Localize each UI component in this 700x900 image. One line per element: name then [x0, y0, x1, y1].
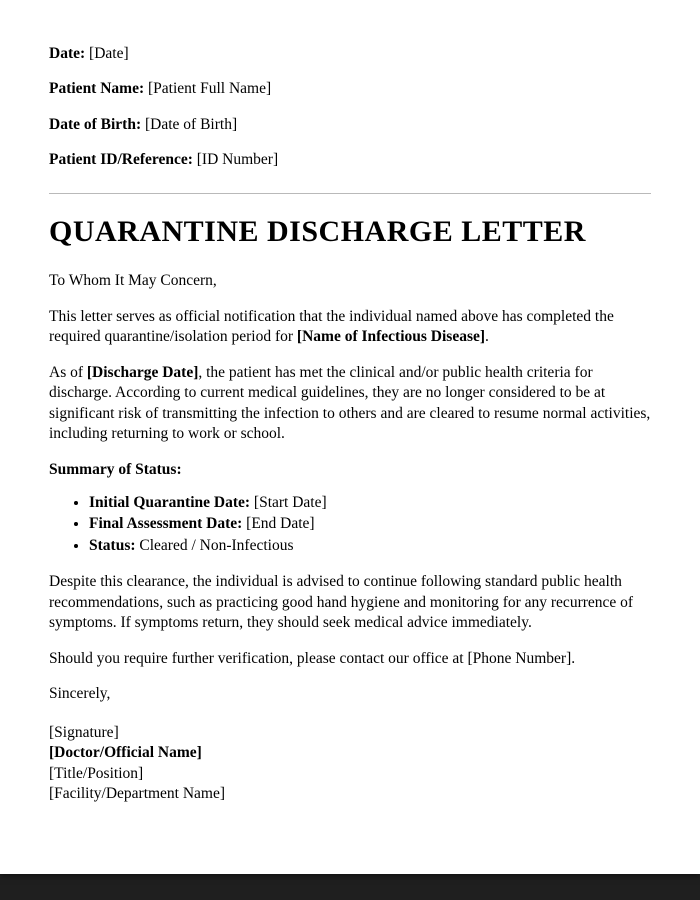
salutation: To Whom It May Concern, [49, 272, 217, 290]
field-label: Patient Name: [49, 80, 145, 98]
summary-heading: Summary of Status: [49, 460, 182, 478]
list-item-value: [End Date] [246, 515, 315, 533]
field-row-patient-name [49, 79, 651, 99]
paragraph-text: , the patient has met the clinical and/or public health criteria for discharge. According to current medical guidelines, they are no longer considered to be at significant risk of transmitting the infection to others and are cleared to resume normal activities, including returning to work or school. [49, 363, 651, 443]
list-item-initial-quarantine [89, 493, 651, 513]
disease-name-placeholder: [Name of Infectious Disease] [296, 328, 486, 346]
field-value: [Patient Full Name] [148, 80, 272, 98]
field-row-date [49, 44, 651, 64]
field-label: Patient ID/Reference: [49, 151, 193, 169]
field-value: [Date of Birth] [145, 115, 238, 133]
field-row-patient-id [49, 150, 651, 170]
letter-title: QUARANTINE DISCHARGE LETTER [49, 214, 586, 248]
signature-block [49, 723, 651, 805]
field-label: Date of Birth: [49, 115, 142, 133]
title-position-placeholder: [Title/Position] [49, 764, 144, 782]
paragraph-text: . [485, 328, 489, 346]
field-row-date-of-birth [49, 115, 651, 135]
paragraph-discharge [49, 363, 651, 445]
list-item-status [89, 536, 651, 556]
field-value: [Date] [89, 45, 129, 62]
paragraph-notification [49, 307, 651, 348]
divider [49, 193, 651, 194]
list-item-label: Status: [89, 536, 136, 554]
field-label: Date: [49, 45, 86, 62]
summary-list [49, 493, 651, 556]
list-item-label: Final Assessment Date: [89, 515, 243, 533]
signature-placeholder: [Signature] [49, 723, 119, 741]
list-item-value: Cleared / Non-Infectious [139, 536, 294, 554]
list-item-label: Initial Quarantine Date: [89, 494, 251, 512]
facility-placeholder: [Facility/Department Name] [49, 785, 226, 803]
doctor-name-placeholder: [Doctor/Official Name] [49, 744, 202, 762]
list-item-final-assessment [89, 514, 651, 534]
paragraph-text: As of [49, 363, 87, 381]
closing: Sincerely, [49, 685, 111, 703]
paragraph-advice: Despite this clearance, the individual is advised to continue following standard public health recommendations, such as practicing good hand hygiene and monitoring for any recurrence of symptoms. If symptoms return, they should seek medical advice immediately. [49, 573, 634, 632]
list-item-value: [Start Date] [253, 494, 327, 512]
field-value: [ID Number] [196, 151, 279, 169]
paragraph-contact: Should you require further verification, please contact our office at [Phone Number]. [49, 649, 576, 667]
paragraph-text: This letter serves as official notification that the individual named above has completed the required quarantine/isolation period for [49, 307, 614, 346]
discharge-date-placeholder: [Discharge Date] [86, 363, 199, 381]
